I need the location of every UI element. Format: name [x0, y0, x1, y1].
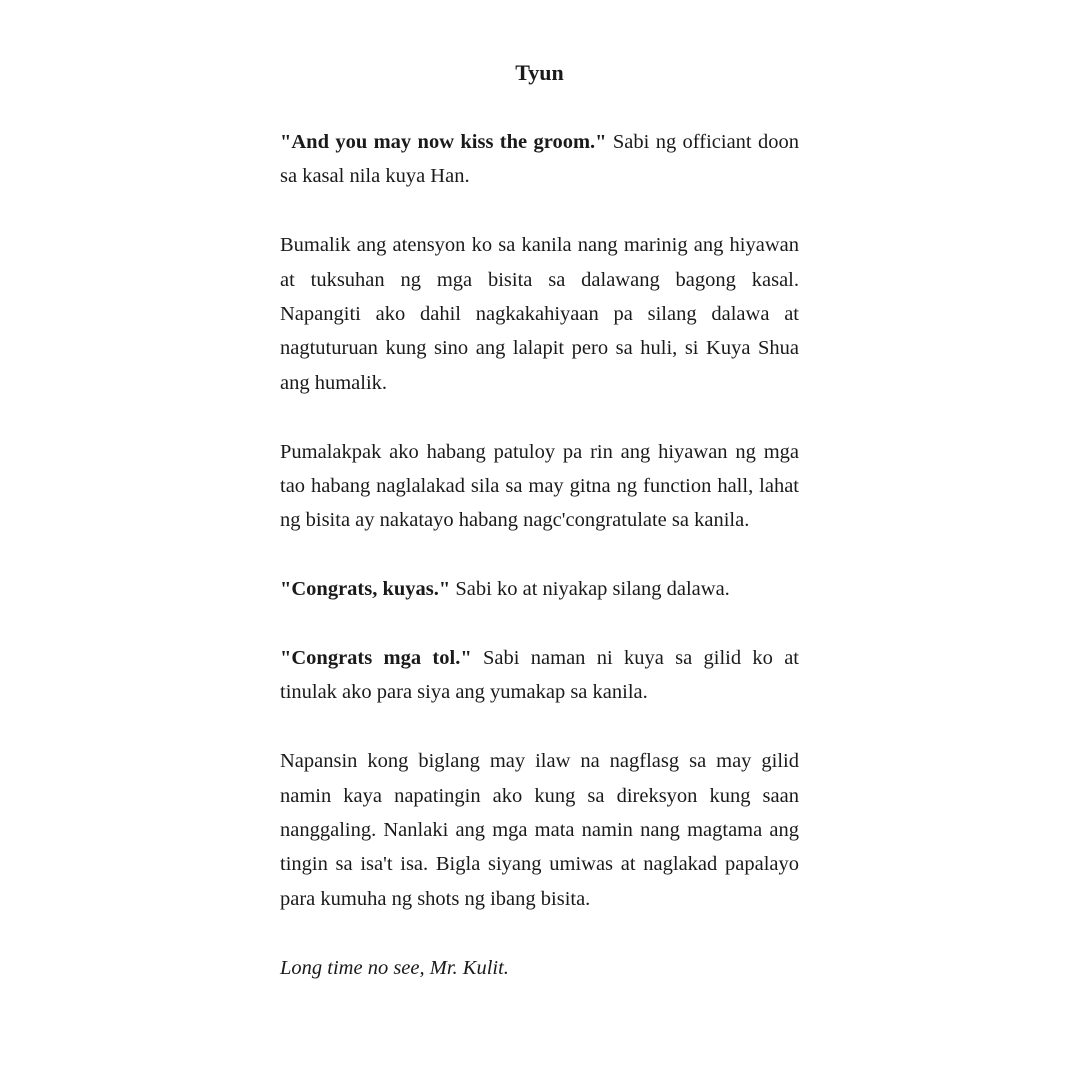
paragraph-5	[280, 641, 799, 710]
narration-text: Pumalakpak ako habang patuloy pa rin ang hiyawan ng mga tao habang naglalakad sila sa may gitna ng function hall, lahat ng bisita ay nakatayo habang nagc'congratulate sa kanila.	[280, 440, 799, 532]
dialogue-line: "And you may now kiss the groom."	[280, 131, 607, 153]
paragraph-2	[280, 228, 799, 400]
paragraph-4	[280, 572, 799, 606]
narration-text: Sabi naman ni kuya sa gilid ko at tinulak ako para siya ang yumakap sa kanila.	[280, 647, 799, 704]
dialogue-line: "Congrats mga tol."	[280, 647, 472, 670]
chapter-title: Tyun	[515, 60, 564, 85]
paragraph-3	[280, 435, 799, 538]
narration-text: Sabi ng officiant doon sa kasal nila kuya Han.	[280, 131, 799, 188]
closing-line: Long time no see, Mr. Kulit.	[280, 956, 509, 979]
paragraph-1	[280, 125, 799, 194]
narration-text: Bumalik ang atensyon ko sa kanila nang marinig ang hiyawan at tuksuhan ng mga bisita sa dalawang bagong kasal. Napangiti ako dahil nagkakahiyaan pa silang dalawa at nagtuturuan kung sino ang lalapit pero sa huli, si Kuya Shua ang humalik.	[280, 234, 799, 394]
paragraph-6	[280, 744, 799, 916]
dialogue-line: "Congrats, kuyas."	[280, 578, 451, 601]
story-page	[280, 56, 799, 1019]
narration-text: Sabi ko at niyakap silang dalawa.	[450, 578, 730, 601]
narration-text: Napansin kong biglang may ilaw na nagflasg sa may gilid namin kaya napatingin ako kung sa direksyon kung saan nanggaling. Nanlaki ang mga mata namin nang magtama ang tingin sa isa't isa. Bigla siyang umiwas at naglakad papalayo para kumuha ng shots ng ibang bisita.	[280, 750, 799, 910]
